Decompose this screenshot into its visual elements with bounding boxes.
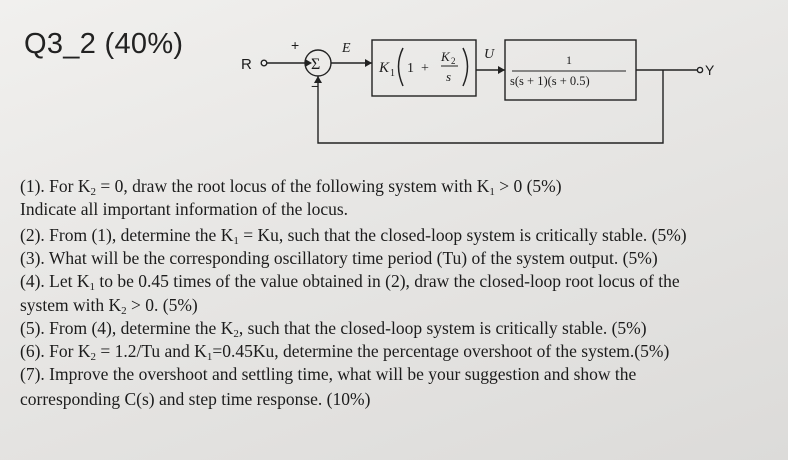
question-text: corresponding C(s) and step time response. (10%)	[20, 389, 371, 409]
question-text: = Ku, such that the closed-loop system is critically stable. (5%)	[238, 225, 687, 245]
question-text: (5). From (4), determine the K	[20, 318, 234, 338]
right-paren	[463, 48, 468, 86]
question-line-q2	[20, 225, 687, 245]
subscript: 2	[233, 328, 239, 340]
question-text: = 0, draw the root locus of the following system with K	[95, 176, 490, 196]
question-text: Indicate all important information of the locus.	[20, 199, 349, 219]
question-line-q4a	[20, 271, 680, 291]
question-text: (6). For K	[20, 341, 91, 361]
input-node	[261, 60, 267, 66]
question-line-q7b	[20, 389, 370, 409]
question-text: (2). From (1), determine the K	[20, 225, 234, 245]
question-text: to be 0.45 times of the value obtained in (2), draw the closed-loop root locus of the	[95, 271, 680, 291]
plus-sign: +	[291, 37, 300, 53]
input-label: R	[241, 56, 252, 73]
question-text: (7). Improve the overshoot and settling time, what will be your suggestion and show the	[20, 364, 637, 384]
question-title: Q3_2 (40%)	[24, 28, 184, 60]
subscript: 2	[90, 186, 96, 198]
plant-block	[505, 40, 636, 100]
left-paren	[399, 48, 404, 86]
controller-one: 1	[407, 61, 414, 76]
controller-plus: +	[421, 61, 429, 76]
question-text: (4). Let K	[20, 271, 90, 291]
subscript: 2	[90, 351, 96, 363]
question-text: = 1.2/Tu and K	[95, 341, 207, 361]
question-text: > 0. (5%)	[126, 295, 198, 315]
error-arrow	[365, 59, 372, 67]
controller-K: K	[379, 60, 390, 76]
error-label: E	[342, 41, 351, 56]
subscript: 1	[89, 281, 95, 293]
subscript: 1	[206, 351, 213, 363]
block-diagram	[0, 0, 788, 160]
question-line-q3	[20, 248, 658, 268]
question-line-q6	[20, 341, 669, 361]
question-text: > 0 (5%)	[494, 176, 562, 196]
subscript: 1	[489, 186, 495, 198]
output-label: Y	[705, 62, 715, 78]
feedback-path	[318, 70, 663, 143]
control-arrow	[498, 66, 505, 74]
subscript: 2	[121, 305, 127, 317]
question-text: (3). What will be the corresponding oscillatory time period (Tu) of the system output. (5%)	[20, 248, 658, 268]
question-text: system with K	[20, 295, 122, 315]
question-line-q1b	[20, 199, 348, 219]
question-line-q4b	[20, 295, 198, 315]
minus-sign: −	[311, 78, 320, 94]
question-line-q7a	[20, 364, 636, 384]
controller-den: s	[446, 69, 452, 84]
output-node	[697, 67, 702, 72]
question-line-q1a	[20, 176, 562, 196]
question-text: (1). For K	[20, 176, 91, 196]
control-label: U	[484, 47, 495, 62]
plant-denominator: s(s + 1)(s + 0.5)	[510, 74, 590, 88]
question-text: , such that the closed-loop system is critically stable. (5%)	[238, 318, 647, 338]
controller-num-K: K	[441, 49, 450, 64]
subscript: 1	[233, 235, 239, 247]
plant-numerator: 1	[566, 53, 572, 67]
controller-num-sub2: 2	[451, 56, 456, 66]
controller-K-sub1: 1	[390, 68, 395, 79]
question-text: =0.45Ku, determine the percentage overshoot of the system.(5%)	[212, 341, 670, 361]
sigma-symbol: Σ	[311, 56, 321, 73]
question-line-q5	[20, 318, 647, 338]
